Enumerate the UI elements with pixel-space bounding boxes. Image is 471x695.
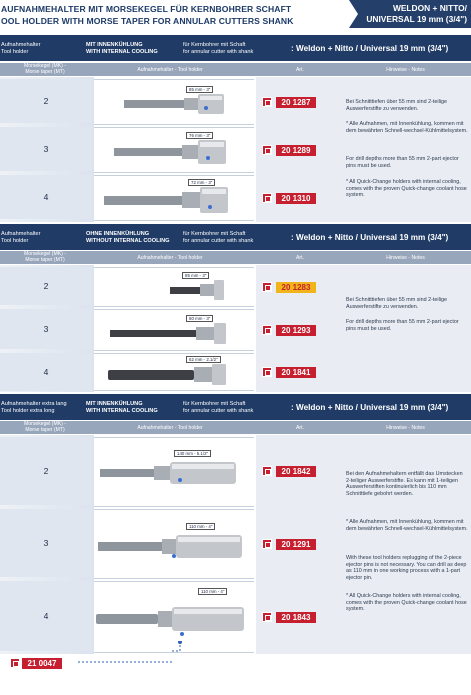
badge-line1: WELDON + NITTO/ xyxy=(392,3,467,13)
section-col1-en: Tool holder extra long xyxy=(1,408,55,414)
tool-image xyxy=(94,175,254,221)
section-col3-en: for annular cutter with shank xyxy=(183,49,254,55)
tool-holder-drawing xyxy=(94,176,254,222)
col-holder: Aufnahmehalter - Tool holder xyxy=(137,255,203,261)
flag-icon xyxy=(10,658,20,668)
section-col2-en: WITH INTERNAL COOLING xyxy=(86,49,158,55)
note-text: Bei Schnitttiefen über 55 mm sind 2-teilige Auswerferstifte zu verwenden. xyxy=(346,297,447,310)
page-header xyxy=(0,0,471,33)
section-col2-de: OHNE INNENKÜHLUNG xyxy=(86,231,150,237)
article-number-highlighted[interactable]: 20 1283 xyxy=(276,282,316,293)
flag-icon xyxy=(262,193,272,203)
note-text: With these tool holders replugging of the 2-piece ejector pins is not necessary. You can drill as deep as 110 mm in one working process with a 1-part ejector pin. xyxy=(346,555,467,581)
note-text: * Alle Aufnahmen, mit Innenkühlung, kommen mit dem bewährten Schnell-wechsel-Kühlmittelsystem. xyxy=(346,121,468,134)
col-art: Art. xyxy=(296,67,304,73)
article-number[interactable]: 20 1293 xyxy=(276,325,316,336)
accessory-row xyxy=(0,655,471,695)
column-header-row xyxy=(0,251,471,264)
tool-holder-drawing xyxy=(94,128,254,174)
tool-image xyxy=(94,437,254,507)
section3-rows xyxy=(0,435,471,654)
tool-image xyxy=(94,509,254,579)
table-row-mt: 4 xyxy=(0,175,92,219)
dimension-label: 76 mm - 3" xyxy=(186,132,213,139)
flag-icon xyxy=(262,325,272,335)
col-art: Art. xyxy=(296,255,304,261)
col-art: Art. xyxy=(296,425,304,431)
article-number[interactable]: 20 1843 xyxy=(276,612,316,623)
article-cell xyxy=(256,537,338,551)
dimension-label: 72 mm - 3" xyxy=(188,179,215,186)
col-mt-en: Morse taper (MT) xyxy=(25,426,65,433)
section-col3-de: für Kernbohrer mit Schaft xyxy=(183,231,246,237)
tool-holder-drawing xyxy=(94,80,254,126)
article-cell xyxy=(256,365,338,379)
table-row-mt: 4 xyxy=(0,581,92,651)
section-main-label: : Weldon + Nitto / Universal 19 mm (3/4") xyxy=(291,403,449,412)
section-col2-de: MIT INNENKÜHLUNG xyxy=(86,401,143,407)
section2-rows xyxy=(0,265,471,392)
section-header-no-cooling xyxy=(0,224,471,250)
section-col3-en: for annular cutter with shank xyxy=(183,238,254,244)
tool-holder-drawing xyxy=(94,438,254,508)
tool-holder-drawing xyxy=(94,354,254,392)
flag-icon xyxy=(262,282,272,292)
section1-rows xyxy=(0,77,471,222)
section-col1-en: Tool holder xyxy=(1,238,29,244)
col-mt-en: Morse taper (MT) xyxy=(25,256,65,263)
table-row-mt: 2 xyxy=(0,437,92,505)
dimension-label: 85 mm - 3" xyxy=(182,272,209,279)
tool-image xyxy=(94,353,254,391)
note-text: * All Quick-Change holders with internal cooling, comes with the proven Quick-change coolant hose system. xyxy=(346,593,467,613)
table-row-mt: 4 xyxy=(0,353,92,391)
article-cell xyxy=(256,191,338,205)
badge-arrow-icon xyxy=(349,0,358,28)
table-row-mt: 3 xyxy=(0,509,92,577)
section-col3-de: für Kernbohrer mit Schaft xyxy=(183,42,246,48)
table-row-mt: 2 xyxy=(0,79,92,123)
flag-icon xyxy=(262,367,272,377)
flag-icon xyxy=(262,539,272,549)
dimension-label: 80 mm - 3" xyxy=(186,315,213,322)
section-col1-de: Aufnahmehalter extra lang xyxy=(1,401,67,407)
section-col2-en: WITH INTERNAL COOLING xyxy=(86,408,158,414)
tool-image xyxy=(94,79,254,125)
flag-icon xyxy=(262,145,272,155)
article-number[interactable]: 20 1842 xyxy=(276,466,316,477)
col-holder: Aufnahmehalter - Tool holder xyxy=(137,425,203,431)
col-mt-de: Morsekegel (MK) - xyxy=(24,421,66,427)
section-col2-de: MIT INNENKÜHLUNG xyxy=(86,42,143,48)
dimension-label: 62 mm - 2.1/2" xyxy=(186,356,221,363)
tool-image xyxy=(94,309,254,351)
article-cell xyxy=(256,95,338,109)
col-notes: Hinweise - Notes xyxy=(386,67,425,73)
table-row-mt: 2 xyxy=(0,267,92,305)
note-text: For drill depths more than 55 mm 2-part ejector pins must be used. xyxy=(346,319,459,332)
note-text: Bei Schnitttiefen über 55 mm sind 2-teilige Auswerferstifte zu verwenden. xyxy=(346,99,447,112)
note-text: * All Quick-Change holders with internal cooling, comes with the proven Quick-change coolant hose system. xyxy=(346,179,467,199)
section-header-internal-cooling xyxy=(0,35,471,61)
article-number[interactable]: 20 1291 xyxy=(276,539,316,550)
section-col3-en: for annular cutter with shank xyxy=(183,408,254,414)
tool-holder-drawing xyxy=(94,268,254,308)
flag-icon xyxy=(262,612,272,622)
section-main-label: : Weldon + Nitto / Universal 19 mm (3/4") xyxy=(291,233,449,242)
column-header-row xyxy=(0,421,471,434)
flag-icon xyxy=(262,97,272,107)
col-notes: Hinweise - Notes xyxy=(386,425,425,431)
tool-image xyxy=(94,267,254,307)
article-cell xyxy=(256,143,338,157)
section-main-label: : Weldon + Nitto / Universal 19 mm (3/4") xyxy=(291,44,449,53)
accessory-article-number[interactable]: 21 0047 xyxy=(22,658,62,669)
article-cell xyxy=(256,323,338,337)
article-cell xyxy=(256,280,338,294)
table-row-mt: 3 xyxy=(0,309,92,349)
flag-icon xyxy=(262,466,272,476)
section-col2-en: WITHOUT INTERNAL COOLING xyxy=(86,238,170,244)
article-number[interactable]: 20 1841 xyxy=(276,367,316,378)
col-mt-en: Morse taper (MT) xyxy=(25,68,65,75)
tool-holder-drawing xyxy=(94,510,254,580)
title-english: OOL HOLDER WITH MORSE TAPER FOR ANNULAR CUTTERS SHANK xyxy=(1,16,294,26)
col-holder: Aufnahmehalter - Tool holder xyxy=(137,67,203,73)
article-cell xyxy=(256,610,338,624)
connector-line xyxy=(170,641,190,657)
col-mt-de: Morsekegel (MK) - xyxy=(24,63,66,69)
section-col1-de: Aufnahmehalter xyxy=(1,231,41,237)
column-header-row xyxy=(0,63,471,76)
connector-dashes xyxy=(78,659,174,665)
title-german: AUFNAHMEHALTER MIT MORSEKEGEL FÜR KERNBOHRER SCHAFT xyxy=(1,4,292,14)
article-number[interactable]: 20 1310 xyxy=(276,193,316,204)
section-col1-en: Tool holder xyxy=(1,49,29,55)
article-number[interactable]: 20 1289 xyxy=(276,145,316,156)
section-col3-de: für Kernbohrer mit Schaft xyxy=(183,401,246,407)
note-text: Bei den Aufnahmehaltern entfällt das Umstecken 2-teiliger Auswerferstifte. Es kann mit 1-teiligen Auswerferstiften kontinuierlich bis 110 mm Schnitttiefe gebohrt werden. xyxy=(346,471,463,497)
note-text: For drill depths more than 55 mm 2-part ejector pins must be used. xyxy=(346,156,459,169)
dimension-label: 140 mm - 5.1/2" xyxy=(174,450,211,457)
section-col1-de: Aufnahmehalter xyxy=(1,42,41,48)
tool-image xyxy=(94,127,254,173)
table-row-mt: 3 xyxy=(0,127,92,171)
note-text: * Alle Aufnahmen, mit Innenkühlung, kommen mit dem bewährten Schnell-wechsel-Kühlmittelsystem. xyxy=(346,519,468,532)
section-header-extra-long xyxy=(0,394,471,420)
category-badge xyxy=(349,0,471,28)
tool-holder-drawing xyxy=(94,310,254,352)
dimension-label: 85 mm - 3" xyxy=(186,86,213,93)
article-cell xyxy=(256,464,338,478)
col-mt-de: Morsekegel (MK) - xyxy=(24,251,66,257)
dimension-label: 110 mm - 4" xyxy=(186,523,215,530)
col-notes: Hinweise - Notes xyxy=(386,255,425,261)
badge-line2: UNIVERSAL 19 mm (3/4") xyxy=(366,14,467,24)
dimension-label: 110 mm - 4" xyxy=(198,588,227,595)
article-number[interactable]: 20 1287 xyxy=(276,97,316,108)
